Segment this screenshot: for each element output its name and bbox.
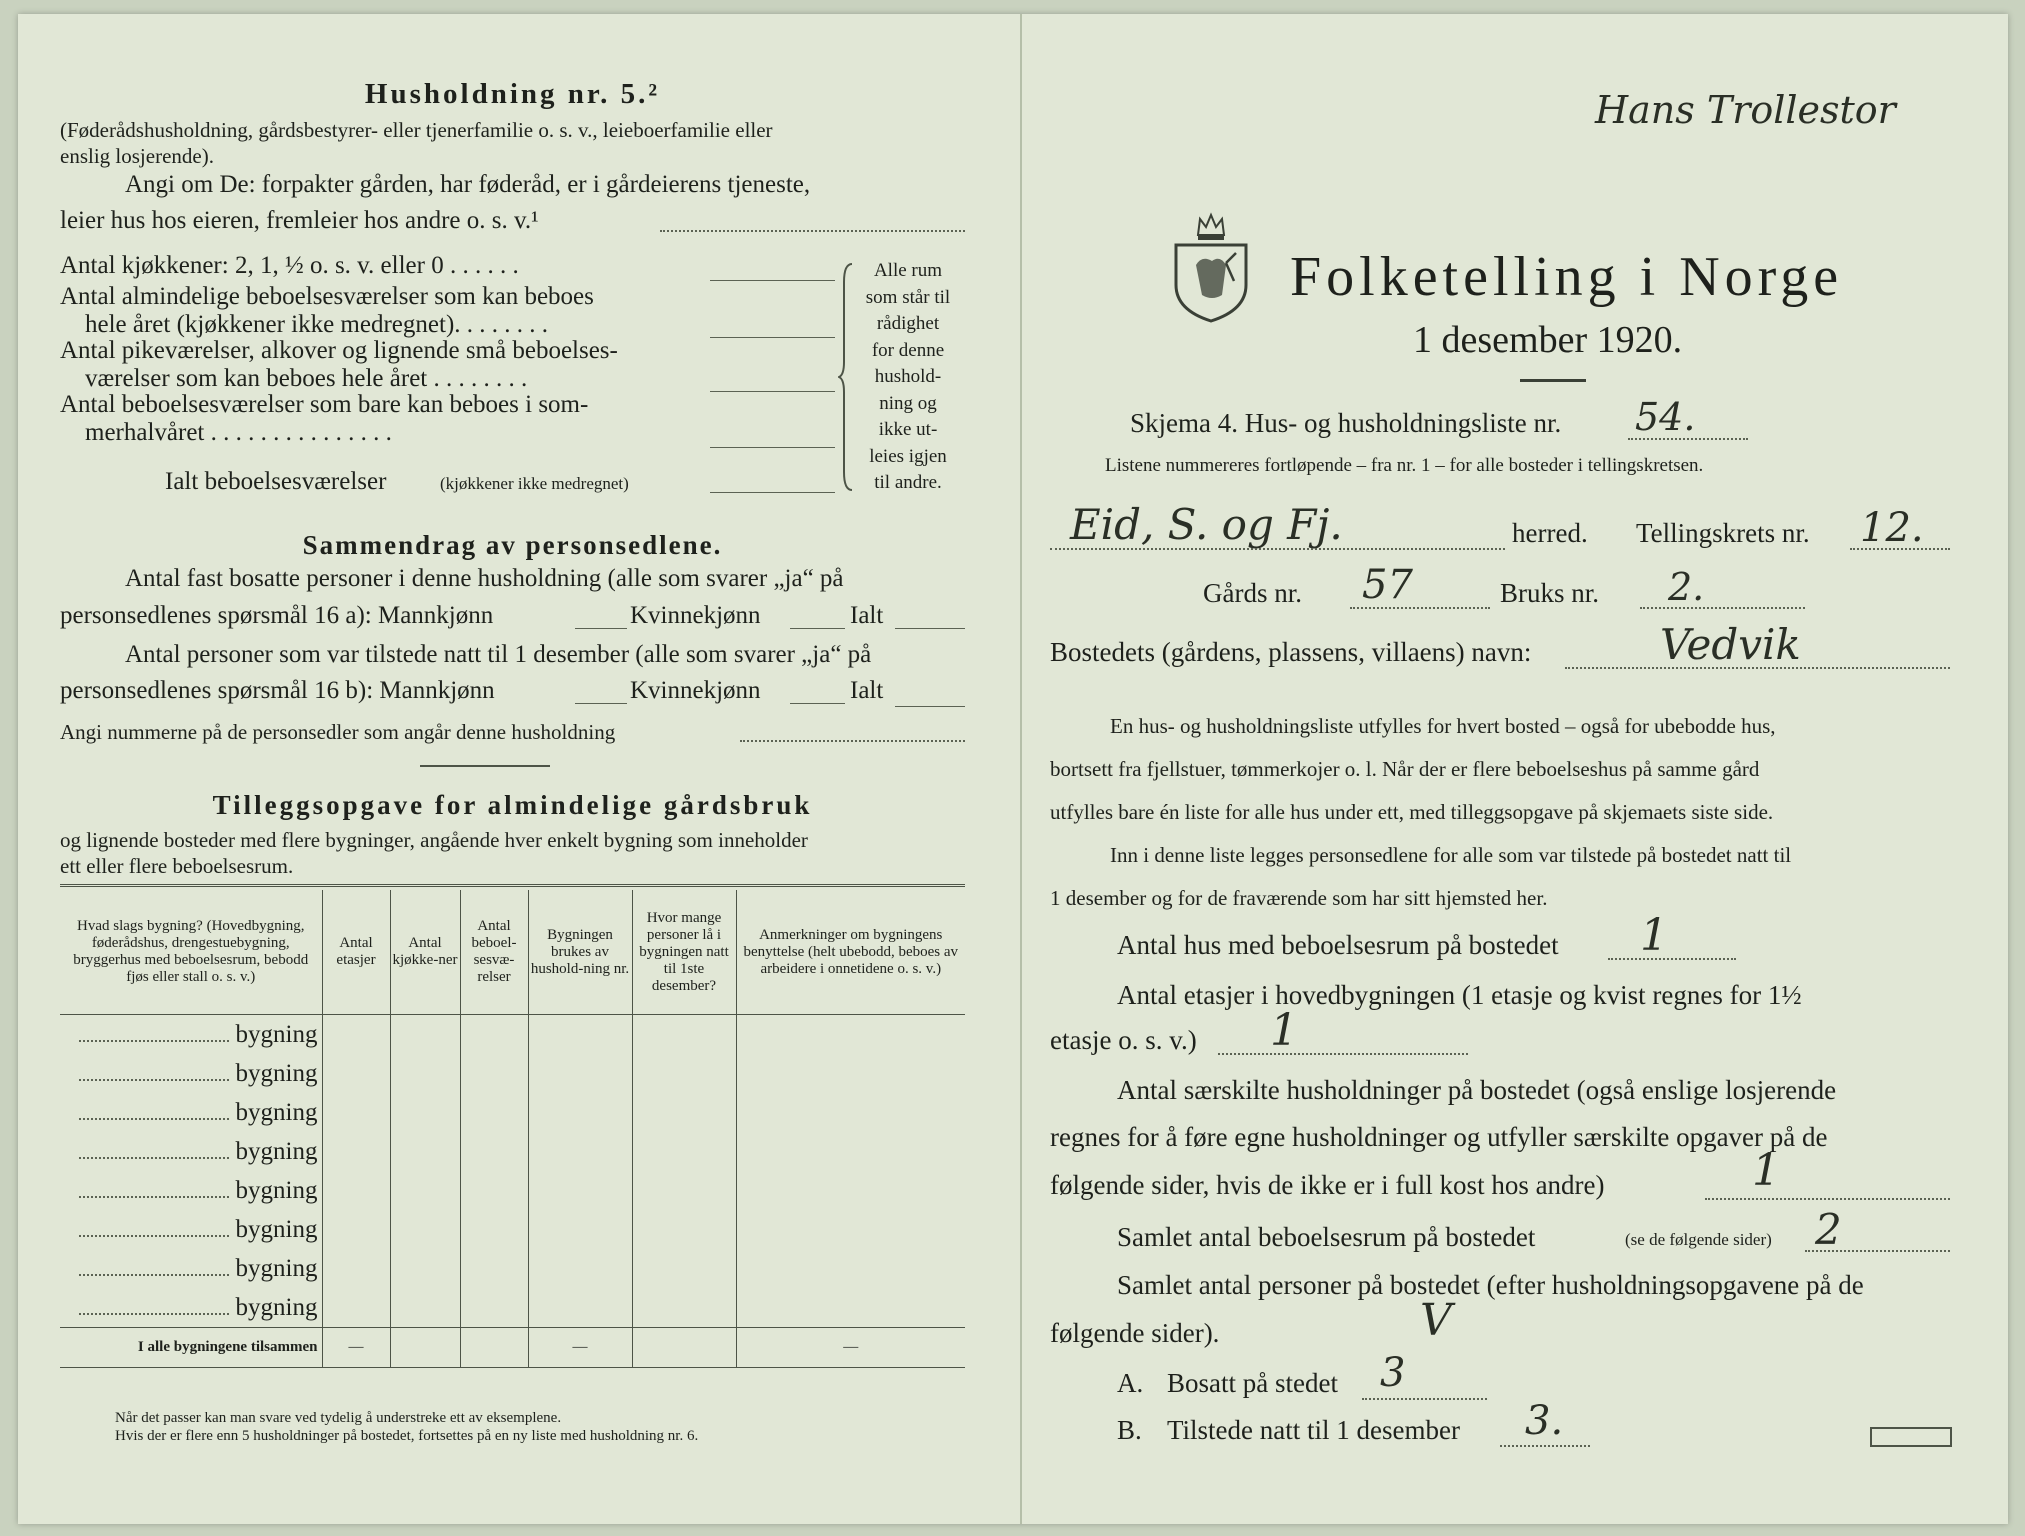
tillegg-line-2: ett eller flere beboelsesrum.	[60, 854, 294, 878]
footnote-2: Hvis der er flere enn 5 husholdninger på bostedet, fortsettes på en ny liste med husholdning nr. 6.	[115, 1428, 699, 1444]
col-header-husholdning: Bygningen brukes av hushold-ning nr.	[528, 890, 632, 1015]
q-rum-line	[1805, 1250, 1950, 1252]
table-row[interactable]: bygning	[60, 1210, 965, 1249]
q-hush-value: 1	[1752, 1145, 1780, 1196]
q-hush-2: regnes for å føre egne husholdninger og utfyller særskilte opgaver på de	[1050, 1122, 1828, 1152]
q-hush-1: Antal særskilte husholdninger på bostedet (også enslige losjerende	[1117, 1075, 1837, 1105]
rooms-3-answer[interactable]	[710, 447, 835, 448]
q-rum-note: (se de følgende sider)	[1625, 1230, 1772, 1249]
summary-1b: personsedlenes spørsmål 16 a): Mannkjønn	[60, 602, 494, 629]
bosted-value: Vedvik	[1660, 620, 1801, 669]
q-hush-line	[1705, 1198, 1950, 1200]
col-header-vaerelser: Antal beboel-sesvæ-relser	[460, 890, 528, 1015]
brace-note: Alle rum som står til rådighet for denne hushold- ning og ikke ut- leies igjen til andre.	[865, 260, 951, 493]
q-pers-1: Samlet antal personer på bostedet (efter husholdningsopgavene på de	[1117, 1270, 1864, 1300]
herred-line	[1050, 548, 1505, 550]
tillegg-line-1: og lignende bosteder med flere bygninger, angående hver enkelt bygning som inneholder	[60, 828, 808, 852]
q-etasjer-2: etasje o. s. v.)	[1050, 1025, 1197, 1055]
b-value: 3.	[1525, 1398, 1564, 1444]
page-fold	[1020, 14, 1022, 1524]
herred-label: herred.	[1512, 518, 1588, 548]
krets-line	[1850, 548, 1950, 550]
krets-value: 12.	[1860, 505, 1924, 551]
ask-line-2: leier hus hos eieren, fremleier hos andre o. s. v.¹	[60, 207, 539, 234]
rooms-total-answer[interactable]	[710, 492, 835, 493]
footnote-1: Når det passer kan man svare ved tydelig å understreke ett av eksemplene.	[115, 1410, 562, 1426]
household-note-2: enslig losjerende).	[60, 144, 214, 168]
summary-2-ialt: Ialt	[850, 677, 884, 704]
angi-answer[interactable]	[740, 740, 965, 742]
form-title: Folketelling i Norge	[1290, 246, 1844, 308]
q-rum-label: Samlet antal beboelsesrum på bostedet	[1117, 1222, 1536, 1252]
a-text: Bosatt på stedet	[1167, 1368, 1338, 1398]
kitchens-label: Antal kjøkkener: 2, 1, ½ o. s. v. eller 0 . . . . . .	[60, 252, 519, 279]
krets-label: Tellingskrets nr.	[1636, 518, 1810, 548]
printer-stamp-icon	[1870, 1427, 1952, 1447]
q-etasjer-value: 1	[1270, 1005, 1298, 1056]
col-header-type: Hvad slags bygning? (Hovedbygning, føderådshus, drengestuebygning, bryggerhus med beboelsesrum, bebodd fjøs eller stall o. s. v.)	[73, 918, 309, 985]
rooms-total-note: (kjøkkener ikke medregnet)	[440, 474, 629, 493]
kitchens-answer[interactable]	[710, 280, 835, 281]
summary-1-kvinne-answer[interactable]	[790, 628, 845, 629]
col-header-personer: Hvor mange personer lå i bygningen natt til 1ste desember?	[632, 890, 736, 1015]
gards-value: 57	[1362, 562, 1413, 608]
bosted-line	[1565, 667, 1950, 669]
instructions: En hus- og husholdningsliste utfylles for hvert bosted – også for ubebodde hus, bortsett fra fjellstuer, tømmerkojer o. l. Når der er flere beboelseshus på samme gård utfylles bare én liste for alle hus under ett, med tilleggsopgave på skjemaets siste side. Inn i denne liste legges personsedlene for alle som var tilstede på bostedet natt til 1 desember og for de fraværende som har sitt hjemsted her.	[1050, 714, 1792, 910]
q-hus-value: 1	[1640, 910, 1668, 961]
bosted-label: Bostedets (gårdens, plassens, villaens) navn:	[1050, 637, 1532, 667]
summary-1-kvinne: Kvinnekjønn	[630, 602, 761, 629]
angi-label: Angi nummerne på de personsedler som angår denne husholdning	[60, 720, 616, 744]
b-line	[1500, 1445, 1590, 1447]
q-pers-2: følgende sider).	[1050, 1318, 1220, 1348]
table-row[interactable]: bygning	[60, 1132, 965, 1171]
table-row[interactable]: bygning	[60, 1093, 965, 1132]
coat-of-arms-icon	[1168, 205, 1254, 323]
q-etasjer-1: Antal etasjer i hovedbygningen (1 etasje og kvist regnes for 1½	[1117, 980, 1802, 1010]
section-divider	[420, 765, 550, 767]
q-hus-label: Antal hus med beboelsesrum på bostedet	[1117, 930, 1559, 960]
form-date: 1 desember 1920.	[1413, 319, 1683, 361]
q-rum-value: 2	[1815, 1205, 1842, 1254]
rooms-line-3a: Antal beboelsesværelser som bare kan beboes i som-	[60, 391, 589, 418]
skjema-label: Skjema 4. Hus- og husholdningsliste nr.	[1130, 408, 1562, 438]
summary-1-ialt: Ialt	[850, 602, 884, 629]
q-hus-line	[1608, 958, 1736, 960]
gards-label: Gårds nr.	[1203, 578, 1302, 608]
table-row[interactable]: bygning	[60, 1015, 965, 1055]
q-hush-3: følgende sider, hvis de ikke er i full kost hos andre)	[1050, 1170, 1605, 1200]
table-total-row: I alle bygningene tilsammen — — —	[60, 1328, 965, 1368]
b-label: B.	[1117, 1415, 1142, 1445]
rooms-1-answer[interactable]	[710, 337, 835, 338]
col-header-anmerkninger: Anmerkninger om bygningens benyttelse (helt ubebodd, beboes av arbeidere i onnetidene o. s. v.)	[736, 890, 965, 1015]
rooms-2-answer[interactable]	[710, 391, 835, 392]
listene-note: Listene nummereres fortløpende – fra nr. 1 – for alle bosteder i tellingskretsen.	[1105, 455, 1704, 476]
handwritten-signature: Hans Trollestor	[1595, 88, 1896, 132]
table-top-rule	[60, 884, 965, 887]
rooms-total-label: Ialt beboelsesværelser	[165, 468, 387, 495]
ask-line-1: Angi om De: forpakter gården, har føderåd, er i gårdeierens tjeneste,	[125, 171, 811, 198]
herred-value: Eid, S. og Fj.	[1070, 500, 1343, 549]
rooms-line-1b: hele året (kjøkkener ikke medregnet). . . . . . . .	[85, 311, 549, 338]
gards-line	[1350, 607, 1490, 609]
summary-2-kvinne: Kvinnekjønn	[630, 677, 761, 704]
summary-2-kvinne-answer[interactable]	[790, 703, 845, 704]
table-row[interactable]: bygning	[60, 1054, 965, 1093]
summary-1-mann-answer[interactable]	[575, 628, 627, 629]
title-rule	[1520, 379, 1586, 382]
household-note-1: (Føderådshusholdning, gårdsbestyrer- eller tjenerfamilie o. s. v., leieboerfamilie eller	[60, 118, 773, 142]
b-text: Tilstede natt til 1 desember	[1167, 1415, 1460, 1445]
ask-answer-line[interactable]	[660, 230, 965, 232]
brace-icon	[838, 262, 858, 492]
bruks-line	[1640, 607, 1805, 609]
table-row[interactable]: bygning	[60, 1249, 965, 1288]
table-row[interactable]: bygning	[60, 1288, 965, 1328]
summary-title: Sammendrag av personsedlene.	[302, 530, 723, 560]
table-row[interactable]: bygning	[60, 1171, 965, 1210]
summary-1-ialt-answer[interactable]	[895, 628, 965, 629]
skjema-number-line	[1628, 438, 1748, 440]
q-pers-value: V	[1420, 1295, 1452, 1346]
buildings-table	[60, 890, 965, 1368]
rooms-line-2a: Antal pikeværelser, alkover og lignende små beboelses-	[60, 337, 618, 364]
bruks-value: 2.	[1668, 565, 1705, 609]
a-label: A.	[1117, 1368, 1144, 1398]
q-etasjer-line	[1218, 1053, 1468, 1055]
skjema-number: 54.	[1635, 395, 1696, 439]
rooms-line-1a: Antal almindelige beboelsesværelser som kan beboes	[60, 283, 594, 310]
col-header-kjokkener: Antal kjøkke-ner	[390, 890, 460, 1015]
rooms-line-3b: merhalvåret . . . . . . . . . . . . . . .	[85, 419, 392, 446]
tillegg-title: Tilleggsopgave for almindelige gårdsbruk	[212, 790, 813, 820]
household-title: Husholdning nr. 5.²	[364, 78, 661, 110]
bruks-label: Bruks nr.	[1500, 578, 1600, 608]
summary-1a: Antal fast bosatte personer i denne husholdning (alle som svarer „ja“ på	[125, 565, 844, 592]
summary-2-ialt-answer[interactable]	[895, 706, 965, 707]
summary-2-mann-answer[interactable]	[575, 703, 627, 704]
a-line	[1362, 1398, 1487, 1400]
a-value: 3	[1380, 1350, 1406, 1396]
summary-2a: Antal personer som var tilstede natt til 1 desember (alle som svarer „ja“ på	[125, 641, 872, 668]
rooms-line-2b: værelser som kan beboes hele året . . . . . . . .	[85, 365, 528, 392]
col-header-etasjer: Antal etasjer	[322, 890, 390, 1015]
summary-2b: personsedlenes spørsmål 16 b): Mannkjønn	[60, 677, 495, 704]
